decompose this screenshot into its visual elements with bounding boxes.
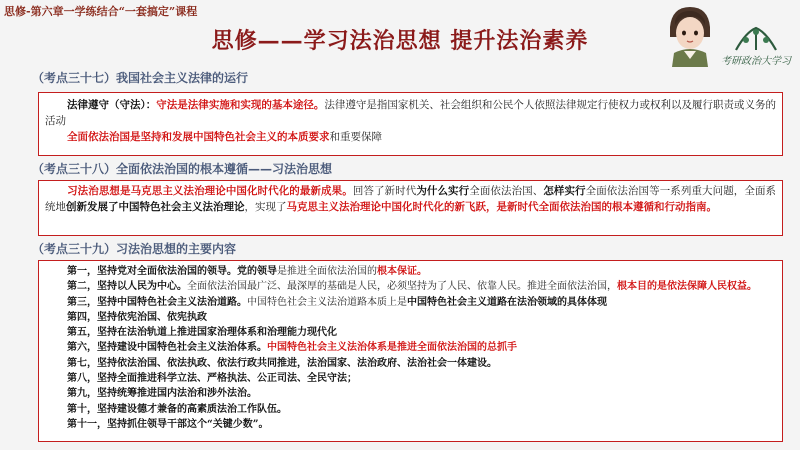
- main-content-list-box: [38, 260, 783, 442]
- logo: [716, 22, 796, 68]
- term-label: 法律遵守（守法）：: [67, 99, 157, 111]
- list-item: 第十一，坚持抓住领导干部这个“关键少数”。: [67, 418, 269, 430]
- section-heading-39: （考点三十九）习法治思想的主要内容: [32, 242, 237, 256]
- list-item: 第一，坚持党对全面依法治国的领导。党的领导是推进全面依法治国的根本保证。: [67, 266, 427, 277]
- list-item: 第八，坚持全面推进科学立法、严格执法、公正司法、全民守法；: [67, 373, 357, 385]
- logo-icon: [716, 22, 796, 54]
- page-title: 思修——学习法治思想 提升法治素养: [211, 28, 589, 54]
- section-heading-38: （考点三十八）全面依法治国的根本遵循——习法治思想: [32, 162, 333, 176]
- essential-requirement: 全面依法治国是坚持和发展中国特色社会主义的本质要求: [67, 131, 330, 143]
- presenter-avatar: [660, 3, 720, 67]
- list-item: 第十，坚持建设德才兼备的高素质法治工作队伍。: [67, 403, 287, 415]
- list-item: 第七，坚持依法治国、依法执政、依法行政共同推进，法治国家、法治政府、法治社会一体建设。: [67, 357, 497, 369]
- rule-of-law-thought-para: 习法治思想是马克思主义法治理论中国化时代化的最新成果。回答了新时代为什么实行全面依法治国、怎样实行全面依法治国等一系列重大问题，全面系统地创新发展了中国特色社会主义法治理论，实现了马克思主义法治理论中国化时代化的新飞跃，是新时代全面依法治国的根本遵循和行动指南。: [45, 185, 777, 213]
- course-tag: 思修-第六章一学练结合“一套搞定”课程: [4, 5, 198, 18]
- list-item: 第三，坚持中国特色社会主义法治道路。中国特色社会主义法治道路本质上是中国特色社会主义道路在法治领域的具体体现: [67, 296, 607, 308]
- guarantee-text: 和重要保障: [329, 131, 382, 143]
- list-item: 第二，坚持以人民为中心。全面依法治国最广泛、最深厚的基础是人民，必须坚持为了人民、依靠人民。推进全面依法治国，根本目的是依法保障人民权益。: [67, 281, 757, 293]
- key-sentence: 守法是法律实施和实现的基本途径。: [156, 99, 325, 111]
- section-heading-37: （考点三十七）我国社会主义法律的运行: [32, 71, 249, 85]
- rule-of-law-thought-box: [38, 180, 783, 236]
- list-item: 第四，坚持依宪治国、依宪执政: [67, 311, 207, 323]
- essential-requirement-para: [45, 129, 776, 145]
- list-item: 第六，坚持建设中国特色社会主义法治体系。中国特色社会主义法治体系是推进全面依法治国的总抓手: [67, 342, 517, 354]
- law-observance-para: [45, 97, 776, 129]
- list-item: 第九，坚持统筹推进国内法治和涉外法治。: [67, 388, 257, 400]
- law-observance-box: [38, 92, 783, 156]
- list-item: 第五，坚持在法治轨道上推进国家治理体系和治理能力现代化: [67, 327, 337, 339]
- logo-text: 考研政治大学习: [721, 56, 791, 67]
- definition-text: 法律遵守是指国家机关、社会组织和公民个人依照法律规定行使权力或权利以及履行职责或义务的活动: [45, 99, 777, 127]
